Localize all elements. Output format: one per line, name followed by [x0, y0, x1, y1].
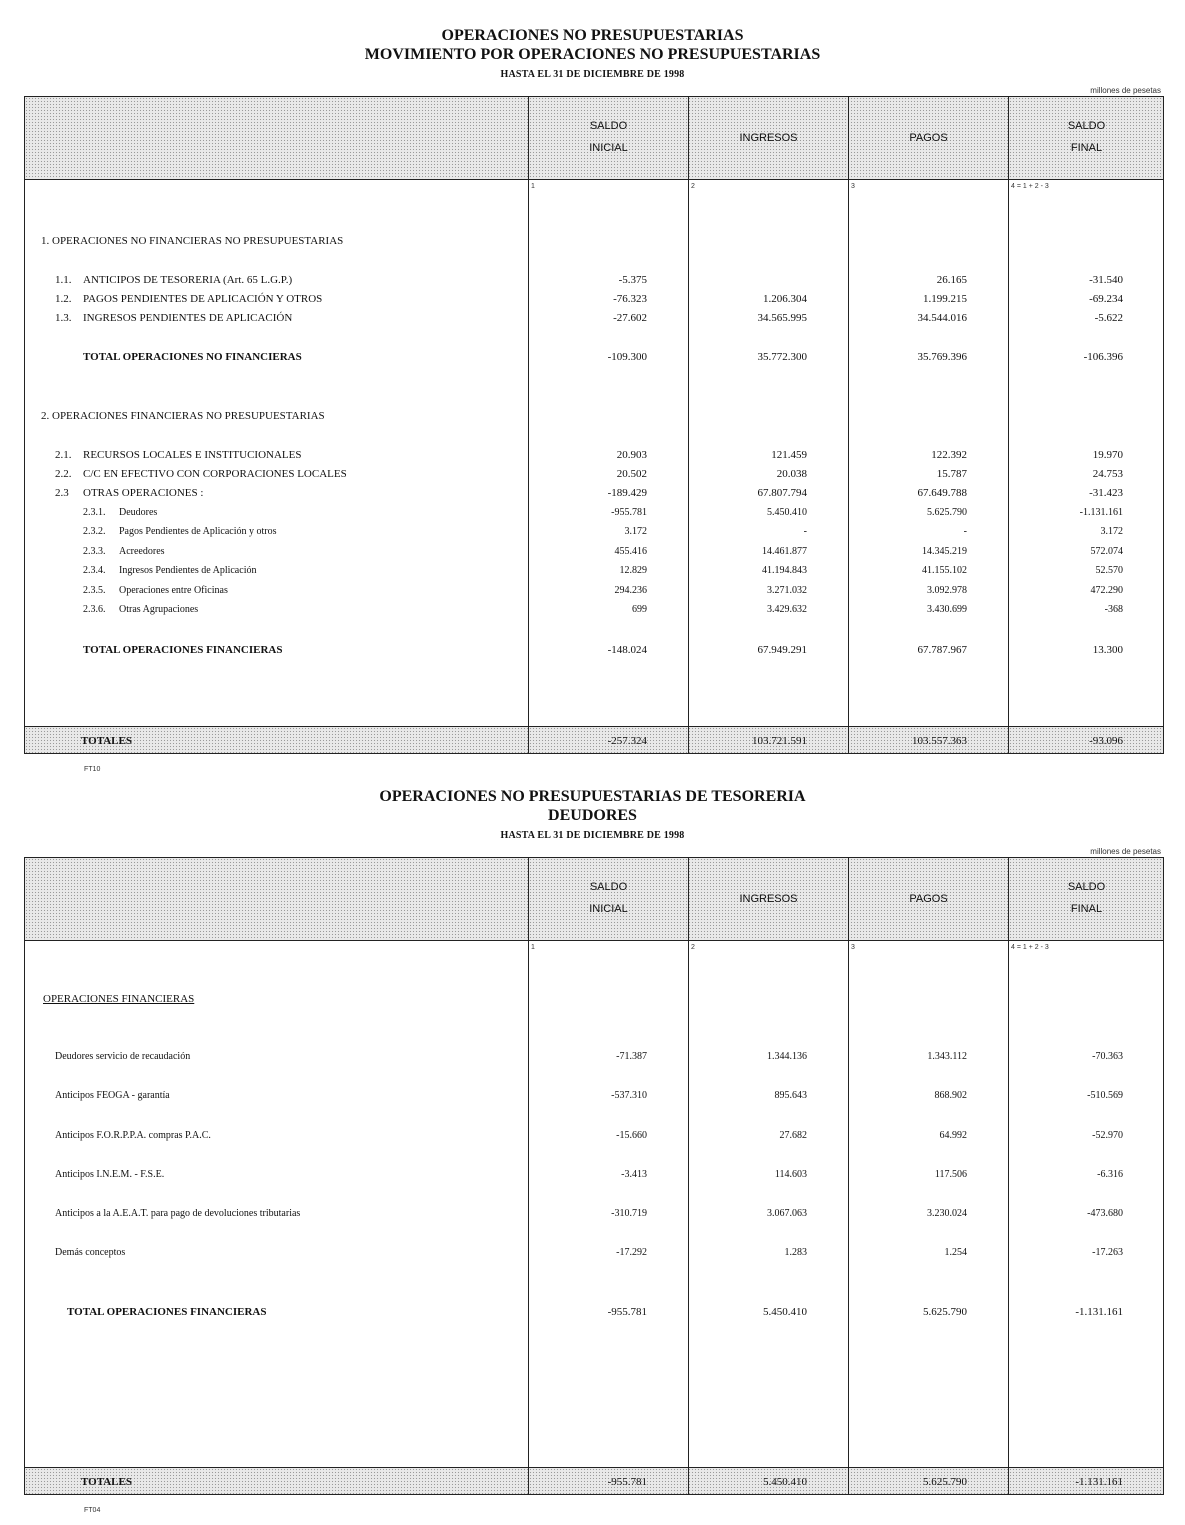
section2-subtitle: HASTA EL 31 DE DICIEMBRE DE 1998: [500, 830, 685, 841]
table-row: 2.1. RECURSOS LOCALES E INSTITUCIONALES 20.903 121.459 122.392 19.970: [55, 449, 1123, 461]
section1-title-line2: MOVIMIENTO POR OPERACIONES NO PRESUPUESTARIAS: [364, 46, 821, 63]
section2-title-line1: OPERACIONES NO PRESUPUESTARIAS DE TESORERIA: [379, 788, 806, 805]
section2-table: [24, 857, 1164, 1495]
section2-form-code: FT04: [84, 1507, 101, 1514]
table-row: Anticipos F.O.R.P.P.A. compras P.A.C. -15.660 27.682 64.992 -52.970: [55, 1130, 1123, 1141]
header-saldo-inicial-line1: SALDO: [589, 120, 628, 132]
table-row: Anticipos I.N.E.M. - F.S.E. -3.413 114.603 117.506 -6.316: [55, 1169, 1123, 1180]
section2-units: millones de pesetas: [1090, 847, 1161, 856]
table-row: Demás conceptos -17.292 1.283 1.254 -17.263: [55, 1247, 1123, 1258]
table-row: Anticipos a la A.E.A.T. para pago de devoluciones tributarias -310.719 3.067.063 3.230.024 -473.680: [55, 1208, 1123, 1219]
section1-form-code: FT10: [84, 766, 101, 773]
section1-subtitle: HASTA EL 31 DE DICIEMBRE DE 1998: [500, 69, 685, 80]
table-row: 2.3.2. Pagos Pendientes de Aplicación y otros 3.172 - - 3.172: [83, 526, 1123, 537]
subtotal-row: TOTAL OPERACIONES FINANCIERAS -955.781 5.450.410 5.625.790 -1.131.161: [67, 1306, 1123, 1318]
section1-units: millones de pesetas: [1090, 86, 1161, 95]
table-row: 1.2. PAGOS PENDIENTES DE APLICACIÓN Y OTROS -76.323 1.206.304 1.199.215 -69.234: [55, 293, 1123, 305]
column-number-2: 2: [691, 944, 695, 951]
section2-title-line2: DEUDORES: [548, 807, 637, 824]
section-heading: 2. OPERACIONES FINANCIERAS NO PRESUPUESTARIAS: [41, 410, 325, 422]
section1-table: [24, 96, 1164, 754]
subtotal-row: TOTAL OPERACIONES NO FINANCIERAS -109.300 35.772.300 35.769.396 -106.396: [83, 351, 1123, 363]
header-ingresos: INGRESOS: [739, 132, 798, 144]
table-row: 2.3.4. Ingresos Pendientes de Aplicación 12.829 41.194.843 41.155.102 52.570: [83, 565, 1123, 576]
column-number-1: 1: [531, 944, 535, 951]
header-pagos: PAGOS: [909, 893, 948, 905]
column-number-2: 2: [691, 183, 695, 190]
table-row: 2.3 OTRAS OPERACIONES : -189.429 67.807.794 67.649.788 -31.423: [55, 487, 1123, 499]
totals-row: TOTALES -257.324 103.721.591 103.557.363 -93.096: [81, 735, 1123, 747]
header-saldo-final-line1: SALDO: [1067, 120, 1106, 132]
column-number-1: 1: [531, 183, 535, 190]
header-pagos: PAGOS: [909, 132, 948, 144]
column-number-4: 4 = 1 + 2 - 3: [1011, 183, 1049, 190]
table-row: 2.2. C/C EN EFECTIVO CON CORPORACIONES LOCALES 20.502 20.038 15.787 24.753: [55, 468, 1123, 480]
header-ingresos: INGRESOS: [739, 893, 798, 905]
section-heading: OPERACIONES FINANCIERAS: [43, 993, 195, 1005]
table-row: 2.3.3. Acreedores 455.416 14.461.877 14.345.219 572.074: [83, 546, 1123, 557]
header-saldo-final-line2: FINAL: [1070, 142, 1103, 154]
header-saldo-final-line1: SALDO: [1067, 881, 1106, 893]
column-number-4: 4 = 1 + 2 - 3: [1011, 944, 1049, 951]
column-number-3: 3: [851, 944, 855, 951]
column-number-3: 3: [851, 183, 855, 190]
table-row: 2.3.5. Operaciones entre Oficinas 294.236 3.271.032 3.092.978 472.290: [83, 585, 1123, 596]
table-row: Anticipos FEOGA - garantía -537.310 895.643 868.902 -510.569: [55, 1090, 1123, 1101]
table-row: 2.3.6. Otras Agrupaciones 699 3.429.632 3.430.699 -368: [83, 604, 1123, 615]
totals-row: TOTALES -955.781 5.450.410 5.625.790 -1.131.161: [81, 1476, 1123, 1488]
table-row: Deudores servicio de recaudación -71.387 1.344.136 1.343.112 -70.363: [55, 1051, 1123, 1062]
header-saldo-inicial-line1: SALDO: [589, 881, 628, 893]
table-row: 1.1. ANTICIPOS DE TESORERIA (Art. 65 L.G.P.) -5.375 26.165 -31.540: [55, 274, 1123, 286]
section1-title-line1: OPERACIONES NO PRESUPUESTARIAS: [441, 27, 744, 44]
table-row: 2.3.1. Deudores -955.781 5.450.410 5.625.790 -1.131.161: [83, 507, 1123, 518]
subtotal-row: TOTAL OPERACIONES FINANCIERAS -148.024 67.949.291 67.787.967 13.300: [83, 644, 1123, 656]
header-saldo-final-line2: FINAL: [1070, 903, 1103, 915]
header-saldo-inicial-line2: INICIAL: [589, 142, 628, 154]
section-heading: 1. OPERACIONES NO FINANCIERAS NO PRESUPUESTARIAS: [41, 235, 344, 247]
table-row: 1.3. INGRESOS PENDIENTES DE APLICACIÓN -27.602 34.565.995 34.544.016 -5.622: [55, 312, 1123, 324]
header-saldo-inicial-line2: INICIAL: [589, 903, 628, 915]
